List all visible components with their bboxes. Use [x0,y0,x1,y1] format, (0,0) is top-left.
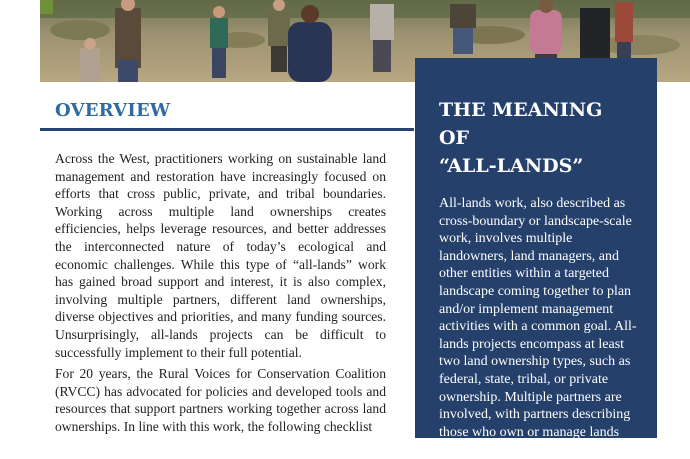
sidebar-title-line-1: THE MEANING OF [439,99,603,149]
overview-paragraph-2: For 20 years, the Rural Voices for Conservation Coalition (RVCC) has advocated for policies and developed tools and resources that support partners working together across land ownerships. In line with this work, the following checklist [55,366,386,434]
sidebar-body: All-lands work, also described as cross-boundary or landscape-scale work, involves multiple landowners, land managers, and other entities within a targeted landscape coming together to plan and/or implement management activities with a common goal. All-lands projects encompass at least two land ownership types, such as federal, state, tribal, or private ownership. Multiple partners are involved, with partners describing those who own or manage lands within the project boundary, or [439,196,637,458]
person-figure [450,4,476,54]
overview-heading: OVERVIEW [55,100,171,121]
overview-paragraph-1: Across the West, practitioners working on sustainable land management and restoration have increasingly focused on efforts that cross public, private, and tribal boundaries. Working across multiple land ownerships creates efficiencies, helps leverage resources, and better addresses the interconnected nature of today’s ecological and economic challenges. While this type of “all-lands” work has gained broad support and interest, it is also complex, involving multiple partners, different land ownerships, diverse objectives and priorities, and many funding sources. Unsurprisingly, all-lands projects can be difficult to successfully implement to their full potential. [55,151,386,360]
person-figure [115,0,141,82]
sidebar-title [439,96,637,180]
all-lands-sidebar [415,58,657,458]
heading-divider [40,128,414,131]
person-figure [268,0,290,72]
accent-tab [40,0,53,14]
person-figure [370,4,394,72]
sidebar-title-line-2: “ALL-LANDS” [439,155,584,177]
